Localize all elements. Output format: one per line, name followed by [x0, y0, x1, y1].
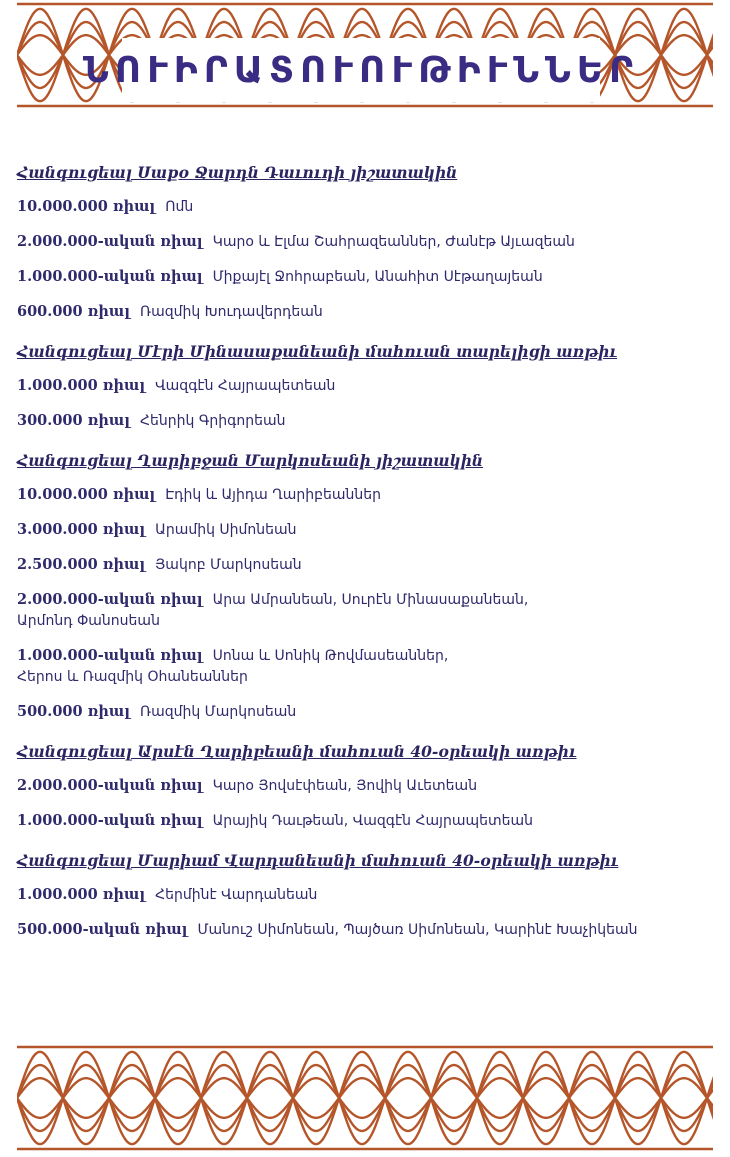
donor-names-continued: Արմոնդ Փանոսեան [17, 613, 160, 629]
armenian-knot-ornament-bottom [17, 1043, 713, 1153]
donation-entry [17, 775, 717, 797]
section [17, 341, 717, 432]
amount: 10.000.000 ռիալ [17, 198, 156, 215]
donation-entry [17, 645, 717, 688]
amount: 10.000.000 ռիալ [17, 486, 156, 503]
donation-entry [17, 375, 717, 397]
donor-names: Ոմն [165, 199, 194, 215]
page-title: ՆՈՒԻՐԱՏՈՒՈՒԹԻՒՆՆԵՐ [83, 49, 639, 91]
amount: 1.000.000-ական ռիալ [17, 268, 203, 285]
section-heading: Հանգուցեալ Սաքօ Ջարդն Դաւուդի յիշատակին [17, 163, 458, 182]
donation-entry [17, 884, 717, 906]
amount: 2.500.000 ռիալ [17, 556, 146, 573]
section [17, 162, 717, 323]
amount: 2.000.000-ական ռիալ [17, 233, 203, 250]
donor-names: Էդիկ և Այիդա Ղարիբեաններ [165, 487, 382, 503]
amount: 600.000 ռիալ [17, 303, 130, 320]
amount: 2.000.000-ական ռիալ [17, 591, 203, 608]
amount: 3.000.000 ռիալ [17, 521, 146, 538]
section-heading: Հանգուցեալ Արսէն Ղարիբեանի մահուան 40-օրեակի առթիւ [17, 742, 577, 761]
section [17, 850, 717, 941]
amount: 1.000.000 ռիալ [17, 377, 146, 394]
donation-entry [17, 519, 717, 541]
section-heading: Հանգուցեալ Մարիամ Վարդանեանի մահուան 40-օրեակի առթիւ [17, 851, 619, 870]
amount: 500.000-ական ռիալ [17, 921, 188, 938]
donor-names: Կարօ Յովսէփեան, Յովիկ Աւետեան [212, 778, 478, 794]
donation-entry [17, 484, 717, 506]
section [17, 450, 717, 723]
donation-entry [17, 301, 717, 323]
amount: 2.000.000-ական ռիալ [17, 777, 203, 794]
section [17, 741, 717, 832]
donation-entry [17, 554, 717, 576]
donation-entry [17, 410, 717, 432]
donor-names: Սոնա և Սոնիկ Թովմասեաններ, [212, 648, 449, 664]
donation-entry [17, 231, 717, 253]
donation-entry [17, 266, 717, 288]
donor-names: Յակոբ Մարկոսեան [155, 557, 302, 573]
amount: 1.000.000 ռիալ [17, 886, 146, 903]
donor-names: Արայիկ Դաւթեան, Վազգէն Հայրապետեան [212, 813, 534, 829]
donor-names: Ռազմիկ Մարկոսեան [139, 704, 297, 720]
donor-names: Մանուշ Սիմոնեան, Պայծառ Սիմոնեան, Կարինէ Խաչիկեան [197, 922, 638, 938]
donation-entry [17, 701, 717, 723]
ornament-band-bottom [17, 1043, 713, 1153]
donation-entry [17, 196, 717, 218]
donor-names: Կարօ և Էլմա Շահրազեաններ, Ժանէթ Այւազեան [212, 234, 575, 250]
amount: 1.000.000-ական ռիալ [17, 647, 203, 664]
amount: 500.000 ռիալ [17, 703, 130, 720]
donor-names: Ռազմիկ Խուդավերդեան [139, 304, 323, 320]
donor-names: Արամիկ Սիմոնեան [155, 522, 297, 538]
donations-list [17, 162, 717, 959]
donor-names: Հենրիկ Գրիգորեան [139, 413, 286, 429]
section-heading: Հանգուցեալ Մէրի Մինասաքանեանի մահուան տարելիցի առթիւ [17, 342, 618, 361]
donation-entry [17, 810, 717, 832]
amount: 1.000.000-ական ռիալ [17, 812, 203, 829]
title-box [83, 38, 639, 102]
donation-entry [17, 919, 717, 941]
section-heading: Հանգուցեալ Ղարիբջան Մարկոսեանի յիշատակին [17, 451, 484, 470]
donor-names: Միքայէլ Ջոհրաբեան, Անահիտ Սէթաղայեան [212, 269, 543, 285]
donor-names: Վազգէն Հայրապետեան [155, 378, 336, 394]
amount: 300.000 ռիալ [17, 412, 130, 429]
donor-names-continued: Հերոս և Ռազմիկ Օհանեաններ [17, 669, 248, 685]
donor-names: Հերմինէ Վարդանեան [155, 887, 318, 903]
donor-names: Արա Ամրանեան, Սուրէն Մինասաքանեան, [212, 592, 529, 608]
donation-entry [17, 589, 717, 632]
